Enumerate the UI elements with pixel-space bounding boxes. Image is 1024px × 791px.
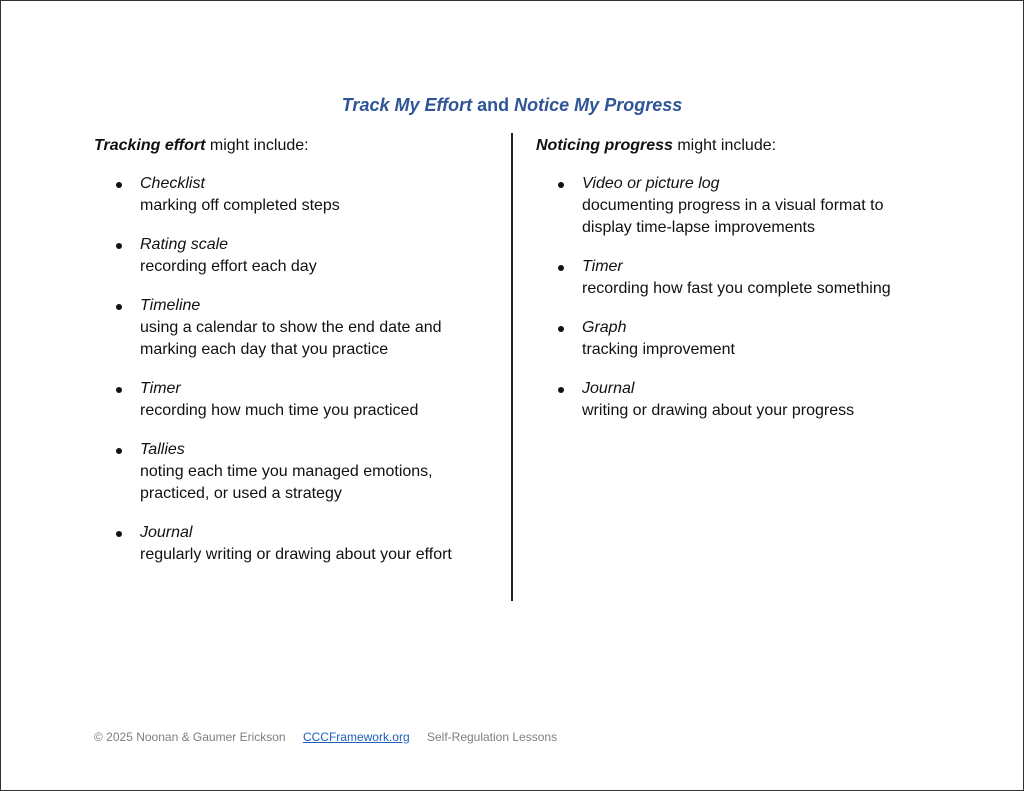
list-item [94,173,494,217]
title-and: and [472,95,515,115]
bullet-icon [558,387,564,393]
tracking-effort-intro [94,135,494,157]
item-name: Timeline [140,297,201,314]
item-description: tracking improvement [582,341,735,358]
bullet-icon [116,387,122,393]
bullet-icon [558,265,564,271]
item-name: Checklist [140,175,205,192]
tracking-effort-lead: Tracking effort [94,137,206,154]
item-description: recording effort each day [140,258,317,275]
bullet-icon [558,326,564,332]
item-name: Rating scale [140,236,229,253]
noticing-progress-intro [536,135,956,157]
noticing-progress-column [536,135,956,439]
list-item [536,317,956,361]
tracking-effort-column [94,135,494,583]
item-description: recording how fast you complete something [582,280,891,297]
item-name: Timer [582,258,623,275]
bullet-icon [116,304,122,310]
item-name: Graph [582,319,627,336]
tracking-effort-list [94,173,494,566]
item-name: Journal [582,380,635,397]
item-description: using a calendar to show the end date and marking each day that you practice [140,319,442,358]
title-track-effort: Track My Effort [341,95,473,115]
bullet-icon [116,448,122,454]
item-description: regularly writing or drawing about your effort [140,546,452,563]
title-notice-progress: Notice My Progress [514,95,683,115]
page-title [0,94,1024,116]
item-name: Journal [140,524,193,541]
list-item [536,256,956,300]
bullet-icon [558,182,564,188]
list-item [94,378,494,422]
page-footer [94,730,571,744]
tracking-effort-intro-rest: might include: [205,137,309,154]
bullet-icon [116,531,122,537]
noticing-progress-lead: Noticing progress [536,137,673,154]
item-name: Timer [140,380,181,397]
list-item [94,522,494,566]
footer-link-cccframework[interactable]: CCCFramework.org [302,730,410,744]
footer-copyright: © 2025 Noonan & Gaumer Erickson [94,730,286,744]
noticing-progress-list [536,173,956,422]
footer-series: Self-Regulation Lessons [426,730,558,744]
column-divider [511,133,513,601]
bullet-icon [116,243,122,249]
item-name: Tallies [140,441,185,458]
list-item [94,234,494,278]
item-description: noting each time you managed emotions, practiced, or used a strategy [140,463,433,502]
bullet-icon [116,182,122,188]
item-name: Video or picture log [582,175,720,192]
noticing-progress-intro-rest: might include: [672,137,777,154]
item-description: marking off completed steps [140,197,340,214]
item-description: recording how much time you practiced [140,402,419,419]
list-item [94,295,494,361]
item-description: writing or drawing about your progress [582,402,855,419]
list-item [536,173,956,239]
list-item [536,378,956,422]
list-item [94,439,494,505]
item-description: documenting progress in a visual format to display time-lapse improvements [582,197,884,236]
